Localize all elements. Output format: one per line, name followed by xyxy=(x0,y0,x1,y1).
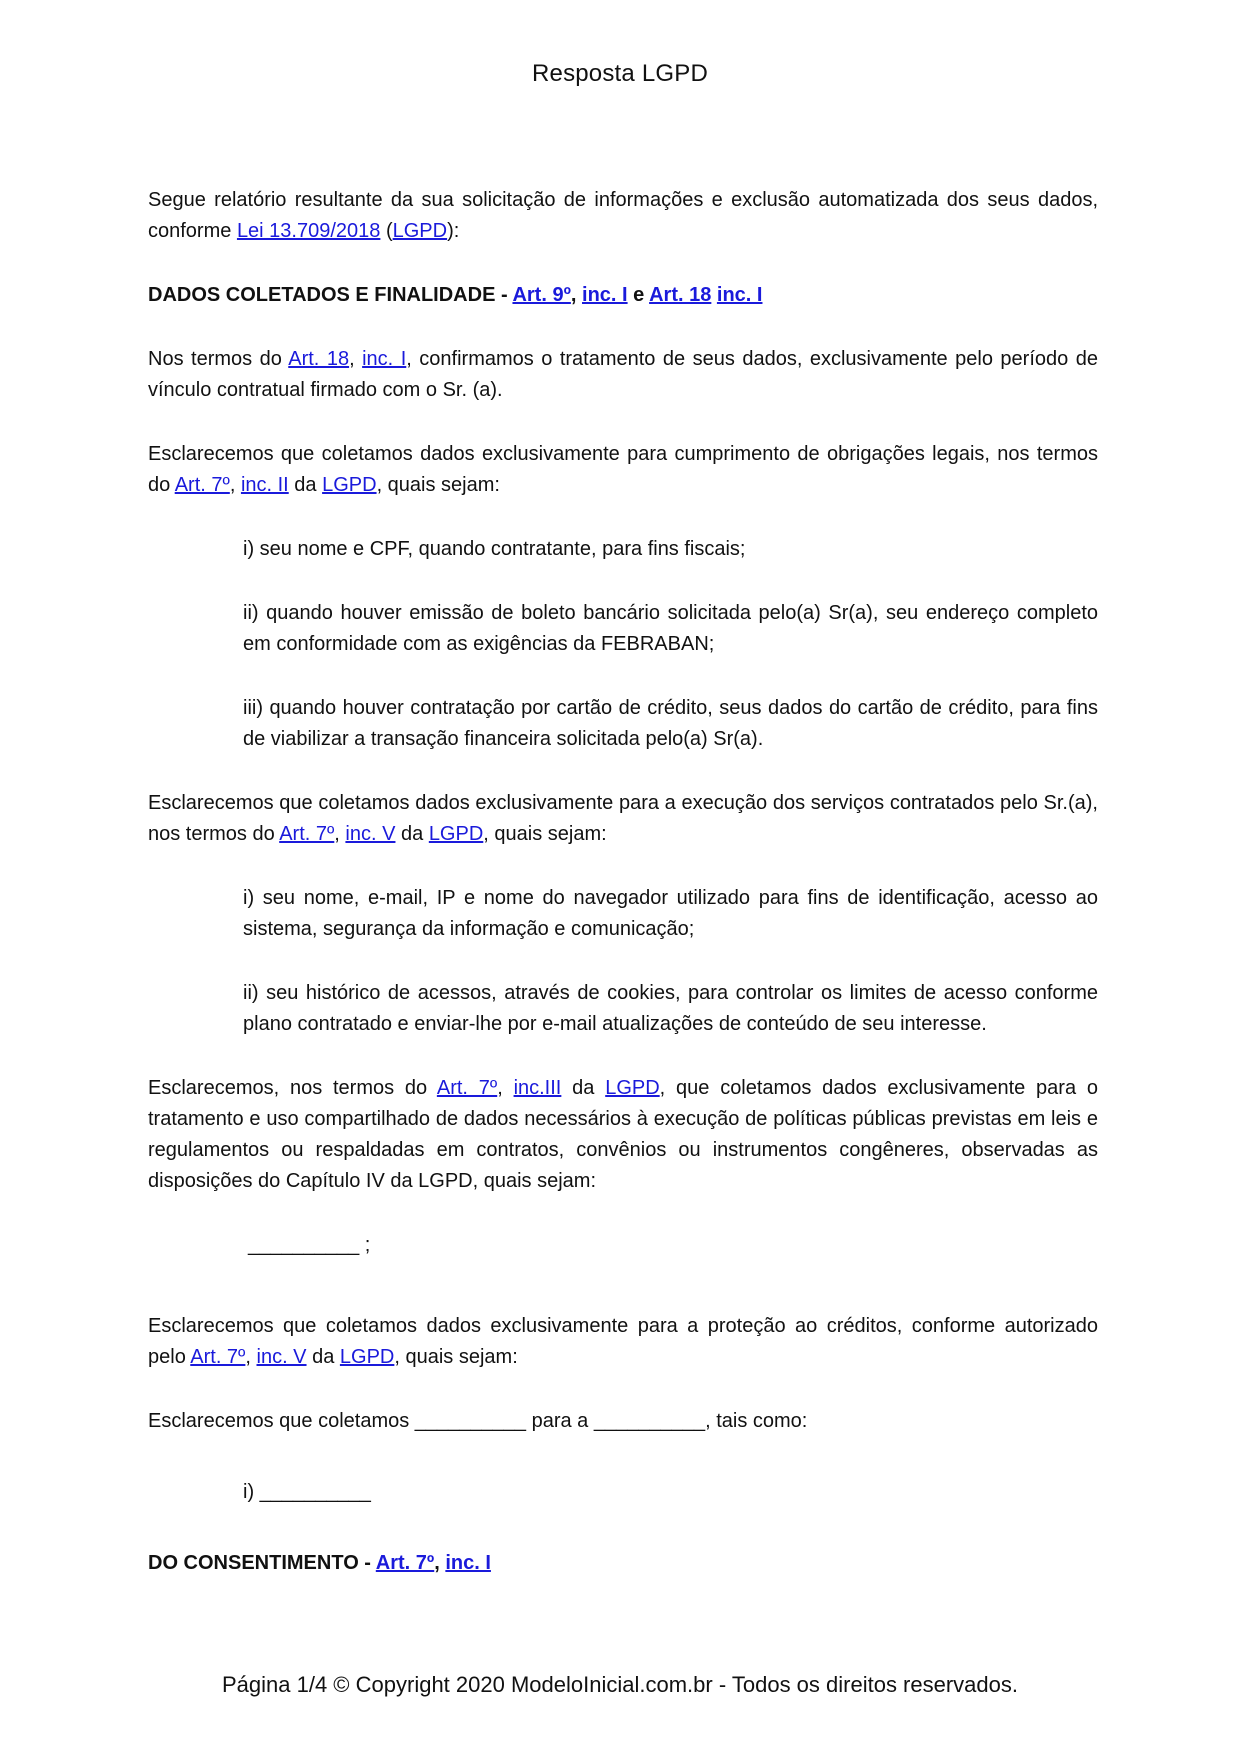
paragraph-protecao-credito: Esclarecemos que coletamos dados exclusivamente para a proteção ao créditos, conforme autorizado pelo Art. 7º, inc. V da LGPD, quais sejam: xyxy=(148,1315,1098,1368)
link-lgpd[interactable]: LGPD xyxy=(339,1346,395,1368)
intro-paragraph: Segue relatório resultante da sua solicitação de informações e exclusão automatizada dos seus dados, conforme Lei 13.709/2018 (LGPD): xyxy=(148,189,1098,242)
link-art-7[interactable]: Art. 7º xyxy=(279,823,335,845)
link-inc-i[interactable]: inc. I xyxy=(445,1552,491,1574)
list-item: ii) quando houver emissão de boleto bancário solicitada pelo(a) Sr(a), seu endereço completo em conformidade com as exigências da FEBRABAN; xyxy=(243,602,1098,655)
link-lgpd[interactable]: LGPD xyxy=(322,474,377,496)
link-art-7[interactable]: Art. 7º xyxy=(190,1346,246,1368)
paragraph-politicas-publicas: Esclarecemos, nos termos do Art. 7º, inc.III da LGPD, que coletamos dados exclusivamente para o tratamento e uso compartilhado de dados necessários à execução de políticas públicas previstas em leis e regulamentos ou respaldadas em contratos, convênios ou instrumentos congêneres, observadas as disposições do Capítulo IV da LGPD, quais sejam: xyxy=(148,1077,1099,1192)
fill-in-blank: __________ ; xyxy=(248,1234,371,1256)
list-item: iii) quando houver contratação por cartão de crédito, seus dados do cartão de crédito, para fins de viabilizar a transação financeira solicitada pelo(a) Sr(a). xyxy=(243,697,1098,750)
fill-in-blank: __________ xyxy=(414,1410,527,1432)
link-lei-13709[interactable]: Lei 13.709/2018 xyxy=(236,220,381,242)
link-lgpd[interactable]: LGPD xyxy=(428,823,484,845)
list-item: i) __________ xyxy=(243,1481,371,1503)
link-inc-v[interactable]: inc. V xyxy=(345,823,396,845)
link-art-9[interactable]: Art. 9º xyxy=(512,284,571,306)
fill-in-blank: __________ xyxy=(593,1410,706,1432)
link-lgpd[interactable]: LGPD xyxy=(392,220,448,242)
page-footer: Página 1/4 © Copyright 2020 ModeloInicial.com.br - Todos os direitos reservados. xyxy=(222,1672,1018,1697)
link-inc-i[interactable]: inc. I xyxy=(716,284,763,306)
paragraph-obrigacoes-legais: Esclarecemos que coletamos dados exclusivamente para cumprimento de obrigações legais, nos termos do Art. 7º, inc. II da LGPD, quais sejam: xyxy=(148,443,1098,496)
list-item: ii) seu histórico de acessos, através de cookies, para controlar os limites de acesso conforme plano contratado e enviar-lhe por e-mail atualizações de conteúdo de seu interesse. xyxy=(243,982,1098,1035)
document-body xyxy=(148,185,1098,1612)
link-lgpd[interactable]: LGPD xyxy=(605,1077,660,1099)
link-inc-i[interactable]: inc. I xyxy=(362,348,407,370)
section-heading-consentimento: DO CONSENTIMENTO - Art. 7º, inc. I xyxy=(148,1552,491,1574)
link-inc-ii[interactable]: inc. II xyxy=(240,474,289,496)
link-inc-iii[interactable]: inc.III xyxy=(513,1077,562,1099)
link-art-7[interactable]: Art. 7º xyxy=(174,474,230,496)
paragraph-servicos: Esclarecemos que coletamos dados exclusivamente para a execução dos serviços contratados pelo Sr.(a), nos termos do Art. 7º, inc. V da LGPD, quais sejam: xyxy=(148,792,1098,845)
link-art-7[interactable]: Art. 7º xyxy=(436,1077,498,1099)
section-heading-dados-coletados: DADOS COLETADOS E FINALIDADE - Art. 9º, inc. I e Art. 18 inc. I xyxy=(148,284,763,306)
link-inc-i[interactable]: inc. I xyxy=(582,284,628,306)
list-item: i) seu nome, e-mail, IP e nome do navegador utilizado para fins de identificação, acesso ao sistema, segurança da informação e comunicação; xyxy=(243,887,1098,940)
paragraph-fill-in: Esclarecemos que coletamos __________ para a __________, tais como: xyxy=(148,1410,808,1432)
link-art-18[interactable]: Art. 18 xyxy=(288,348,350,370)
link-art-18[interactable]: Art. 18 xyxy=(649,284,712,306)
link-inc-v[interactable]: inc. V xyxy=(256,1346,307,1368)
link-art-7[interactable]: Art. 7º xyxy=(375,1552,435,1574)
page-title: Resposta LGPD xyxy=(531,60,708,87)
list-item: i) seu nome e CPF, quando contratante, para fins fiscais; xyxy=(243,538,746,560)
paragraph-termos: Nos termos do Art. 18, inc. I, confirmamos o tratamento de seus dados, exclusivamente pelo período de vínculo contratual firmado com o Sr. (a). xyxy=(148,348,1098,401)
